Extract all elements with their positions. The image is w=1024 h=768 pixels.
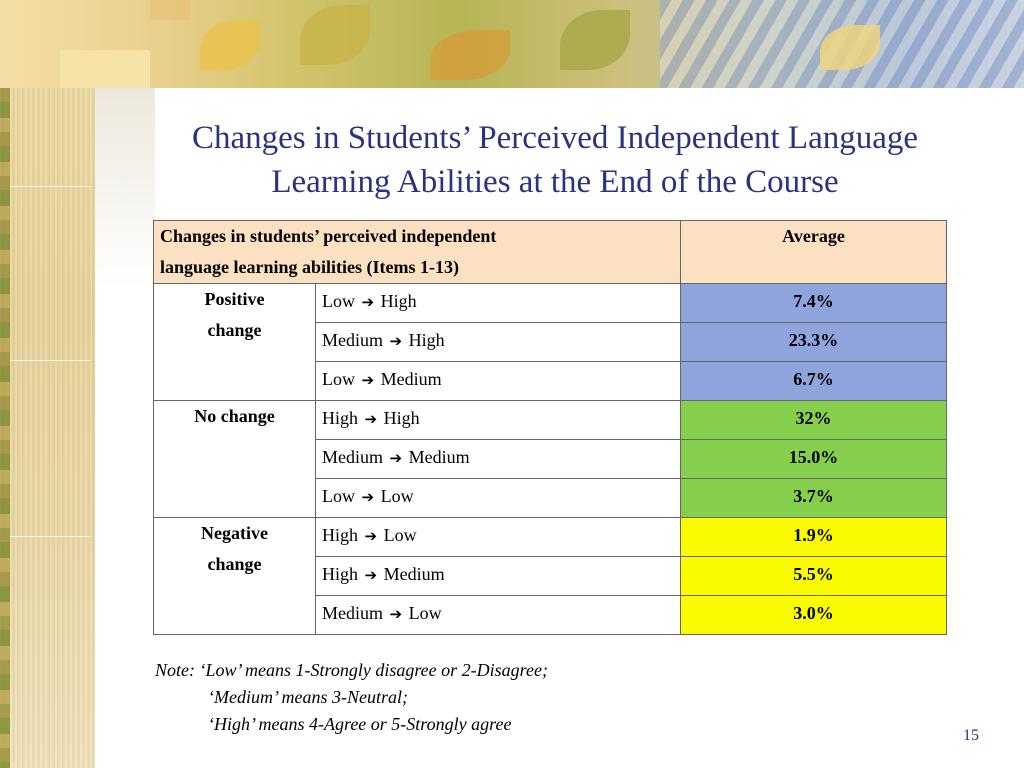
note-line-3: ‘High’ means 4-Agree or 5-Strongly agree [208,714,512,734]
right-arrow-icon: ➔ [364,527,378,545]
average-header: Average [681,221,947,284]
transition-cell [316,323,681,362]
transition-cell [316,284,681,323]
average-value: 23.3% [681,323,947,362]
average-value: 7.4% [681,284,947,323]
leaf-icon [300,5,370,65]
header-line-2: language learning abilities (Items 1-13) [160,257,459,277]
banner-square [150,0,190,20]
to-level: Low [408,603,442,623]
average-value: 5.5% [681,557,947,596]
note-line-1: Note: ‘Low’ means 1-Strongly disagree or 2-Disagree; [155,660,548,680]
right-arrow-icon: ➔ [364,410,378,428]
slide-title [100,116,1010,204]
table-row [154,518,947,557]
title-line-2: Learning Abilities at the End of the Course [271,164,839,200]
right-arrow-icon: ➔ [361,293,375,311]
category-header [154,221,681,284]
from-level: Medium [322,447,383,467]
right-arrow-icon: ➔ [389,332,403,350]
right-arrow-icon: ➔ [361,371,375,389]
table-row [154,284,947,323]
group-label-negative [154,518,316,635]
transition-cell [316,557,681,596]
divider [10,536,90,537]
banner-square [60,50,150,88]
leaf-icon [560,10,630,70]
from-level: Low [322,291,355,311]
from-level: Low [322,486,355,506]
to-level: Medium [380,369,442,389]
group-label-line: No change [194,406,275,426]
to-level: Low [383,525,417,545]
transition-cell [316,479,681,518]
title-line-1: Changes in Students’ Perceived Independent Language [191,120,919,156]
from-level: Medium [322,330,383,350]
group-label-line: change [207,320,262,340]
average-value: 3.0% [681,596,947,635]
average-value: 3.7% [681,479,947,518]
note-line-2: ‘Medium’ means 3-Neutral; [208,687,408,707]
header-line-1: Changes in students’ perceived independent [160,226,497,246]
average-value: 32% [681,401,947,440]
group-label-positive [154,284,316,401]
leaf-icon [430,30,510,80]
divider [10,186,90,187]
right-arrow-icon: ➔ [364,566,378,584]
from-level: High [322,525,358,545]
from-level: High [322,408,358,428]
average-value: 15.0% [681,440,947,479]
top-banner-decoration [0,0,1024,88]
footnote [155,657,855,738]
transition-cell [316,440,681,479]
to-level: High [408,330,445,350]
to-level: Medium [383,564,445,584]
group-label-line: change [207,554,262,574]
average-value: 6.7% [681,362,947,401]
left-decoration [0,0,95,768]
group-label-no-change [154,401,316,518]
transition-cell [316,362,681,401]
group-label-line: Positive [204,289,265,309]
leaf-icon [200,20,260,70]
table-row [154,401,947,440]
right-arrow-icon: ➔ [389,605,403,623]
to-level: Medium [408,447,470,467]
vine-decoration [0,0,10,768]
from-level: Medium [322,603,383,623]
transition-cell [316,401,681,440]
results-table [153,220,947,635]
from-level: High [322,564,358,584]
page-number: 15 [963,727,979,744]
table-header-row [154,221,947,284]
right-arrow-icon: ➔ [361,488,375,506]
transition-cell [316,518,681,557]
transition-cell [316,596,681,635]
average-value: 1.9% [681,518,947,557]
from-level: Low [322,369,355,389]
to-level: Low [380,486,414,506]
to-level: High [380,291,417,311]
to-level: High [383,408,420,428]
divider [10,360,90,361]
right-arrow-icon: ➔ [389,449,403,467]
group-label-line: Negative [201,523,268,543]
